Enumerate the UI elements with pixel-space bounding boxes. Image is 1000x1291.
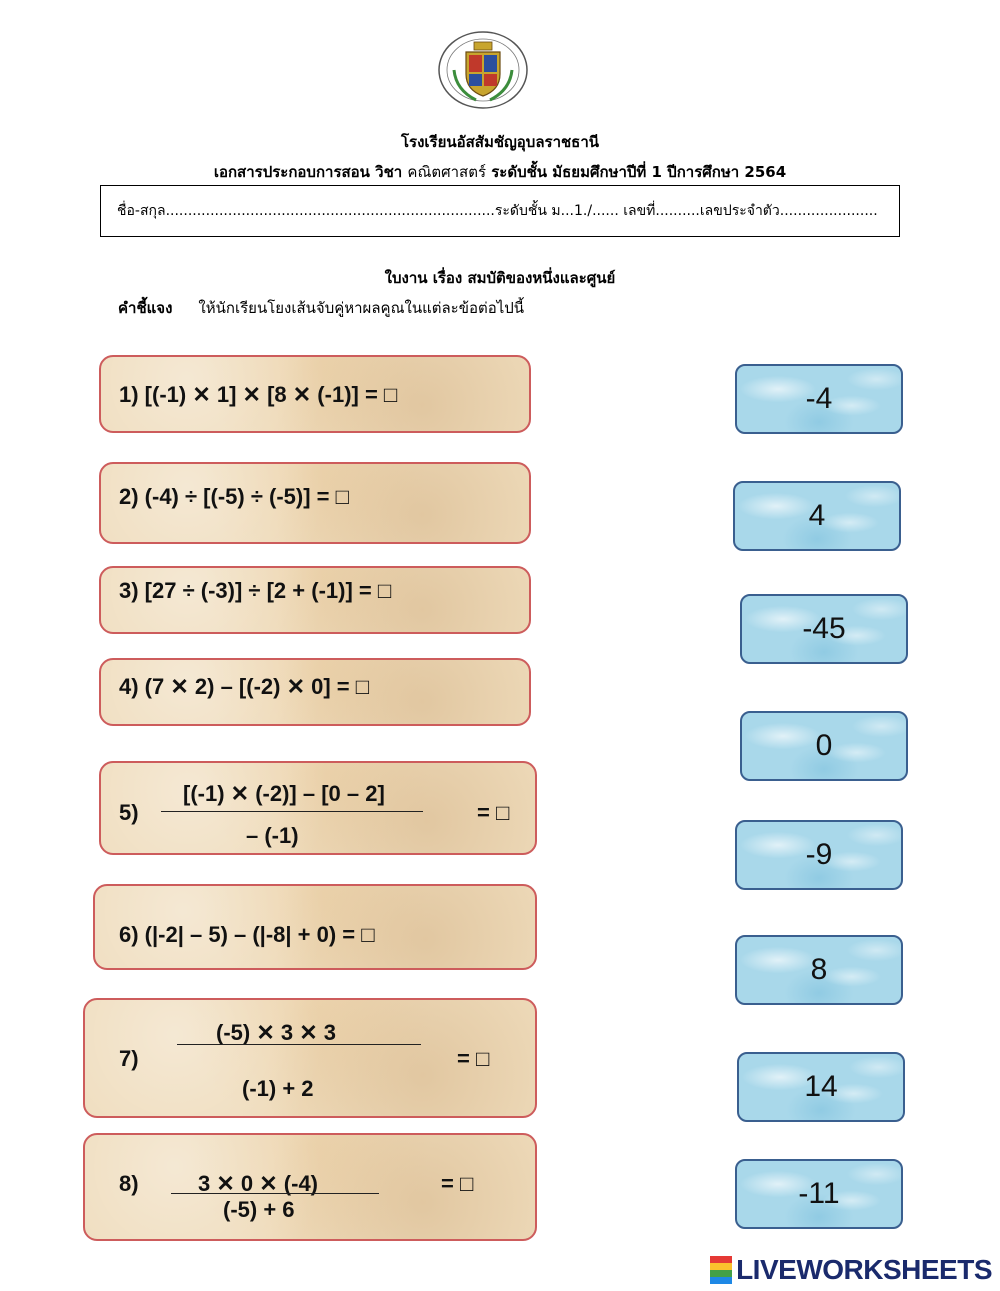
question-box-7[interactable] [83, 998, 537, 1118]
subject-name: คณิตศาสตร์ [407, 163, 486, 181]
question-5-number: 5) [119, 800, 139, 825]
answer-box-3[interactable]: -45 [740, 594, 908, 664]
question-7-equals: = □ [457, 1046, 490, 1071]
question-box-5[interactable] [99, 761, 537, 855]
question-2-text: 2) (-4) ÷ [(-5) ÷ (-5)] = □ [119, 484, 349, 509]
school-crest-logo [436, 30, 530, 110]
question-3-text: 3) [27 ÷ (-3)] ÷ [2 + (-1)] = □ [119, 578, 392, 603]
question-1-text: 1) [(-1) ✕ 1] ✕ [8 ✕ (-1)] = □ [119, 382, 398, 407]
worksheet-title: ใบงาน เรื่อง สมบัติของหนึ่งและศูนย์ [384, 269, 616, 287]
question-box-3[interactable] [99, 566, 531, 634]
liveworksheets-brand [710, 1254, 992, 1286]
question-box-1[interactable] [99, 355, 531, 433]
answer-box-2[interactable]: 4 [733, 481, 901, 551]
answer-box-6[interactable]: 8 [735, 935, 903, 1005]
grade-level: ระดับชั้น มัธยมศึกษาปีที่ 1 ปีการศึกษา 2564 [486, 163, 787, 181]
question-7-numerator: (-5) ✕ 3 ✕ 3 [216, 1020, 337, 1045]
question-5-fraction-bar [161, 811, 423, 812]
liveworksheets-logo-icon [710, 1256, 732, 1284]
answer-box-1[interactable]: -4 [735, 364, 903, 434]
school-name: โรงเรียนอัสสัมชัญอุบลราชธานี [400, 133, 600, 151]
question-8-equals: = □ [441, 1171, 474, 1196]
instruction-text: ให้นักเรียนโยงเส้นจับคู่หาผลคูณในแต่ละข้อต่อไปนี้ [198, 299, 525, 317]
question-6-text: 6) (|-2| – 5) – (|-8| + 0) = □ [119, 922, 375, 947]
question-4-text: 4) (7 ✕ 2) – [(-2) ✕ 0] = □ [119, 674, 370, 699]
question-5-numerator: [(-1) ✕ (-2)] – [0 – 2] [183, 781, 385, 806]
question-box-8[interactable] [83, 1133, 537, 1241]
question-8-numerator: 3 ✕ 0 ✕ (-4) [198, 1171, 319, 1196]
instruction-label: คำชี้แจง [118, 299, 173, 317]
question-box-4[interactable] [99, 658, 531, 726]
student-info-box[interactable]: ชื่อ-สกุล..........................................................................ระดับชั้น ม...1./...... เลขที่..........เลขประจำตัว...................... [100, 185, 900, 237]
instruction-line [118, 296, 524, 320]
question-7-denominator: (-1) + 2 [242, 1076, 314, 1101]
question-box-2[interactable] [99, 462, 531, 544]
question-8-number: 8) [119, 1171, 139, 1196]
question-8-fraction-bar [171, 1193, 379, 1194]
question-box-6[interactable] [93, 884, 537, 970]
answer-box-5[interactable]: -9 [735, 820, 903, 890]
question-7-number: 7) [119, 1046, 139, 1071]
question-8-denominator: (-5) + 6 [223, 1197, 295, 1222]
document-title-line [0, 160, 1000, 184]
question-5-equals: = □ [477, 800, 510, 825]
question-5-denominator: – (-1) [246, 823, 299, 848]
answer-box-4[interactable]: 0 [740, 711, 908, 781]
question-7-fraction-bar [177, 1044, 421, 1045]
doc-prefix: เอกสารประกอบการสอน วิชา [213, 163, 408, 181]
answer-box-7[interactable]: 14 [737, 1052, 905, 1122]
liveworksheets-wordmark: LIVEWORKSHEETS [736, 1254, 992, 1285]
answer-box-8[interactable]: -11 [735, 1159, 903, 1229]
